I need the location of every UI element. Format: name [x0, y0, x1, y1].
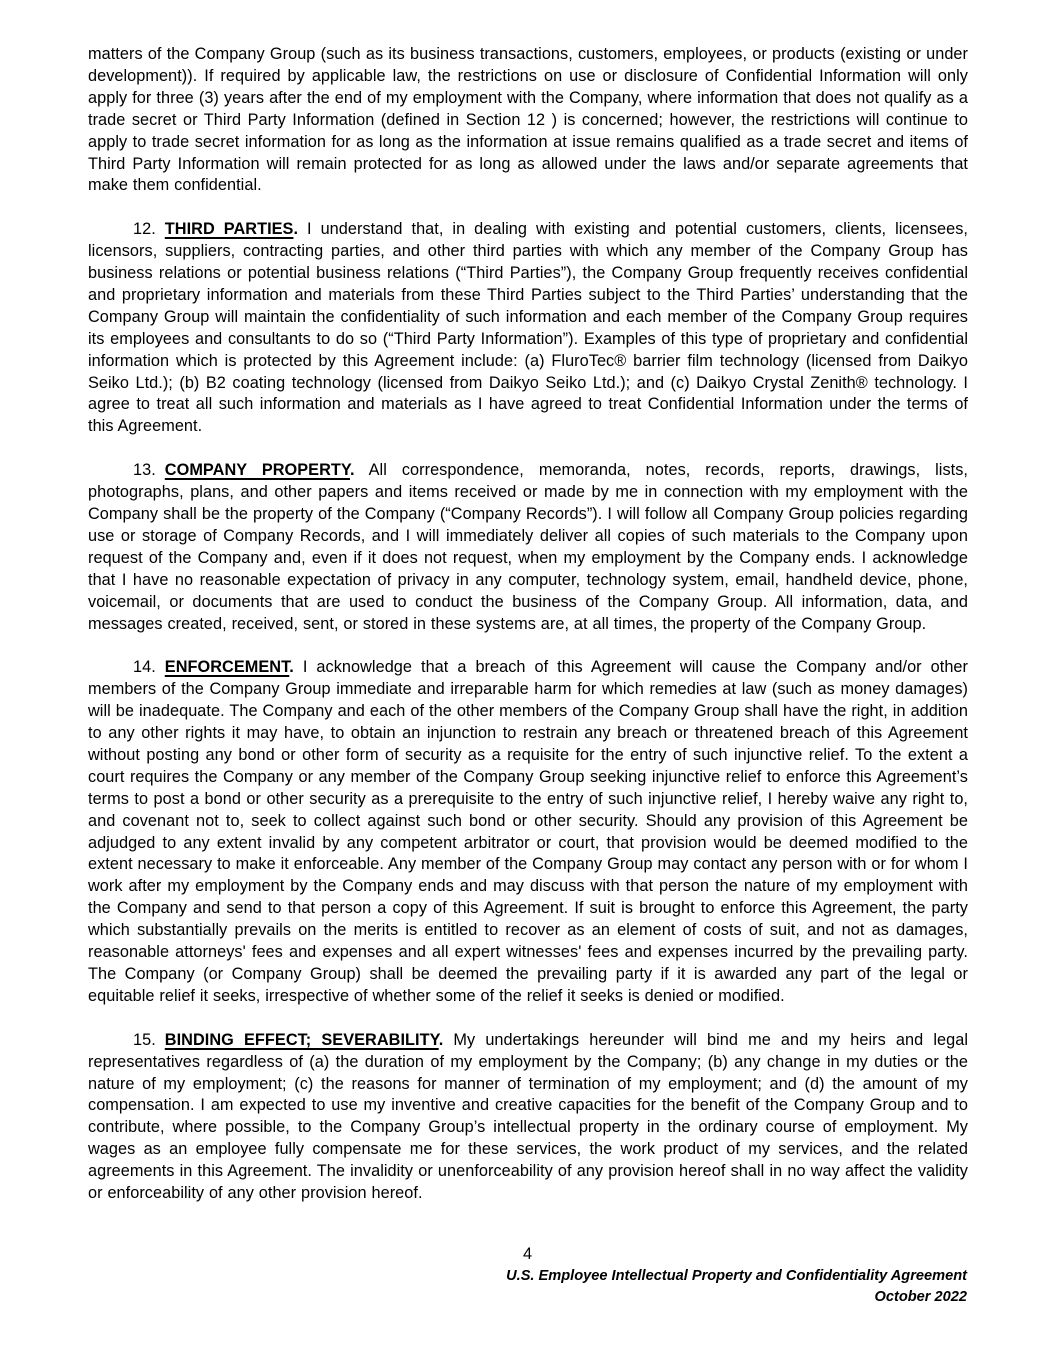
section-14-number: 14. [133, 658, 156, 677]
section-13-body: All correspondence, memoranda, notes, records, reports, drawings, lists, photographs, plans, and other papers and items received or made by me in connection with my employment with the Company shall be the property of the Company (“Company Records”). I will follow all Company Group policies regarding use or storage of Company Records, and I will immediately deliver all copies of such materials to the Company upon request of the Company and, even if it does not request, when my employment by the Company ends. I acknowledge that I have no reasonable expectation of privacy in any computer, technology system, email, handheld device, phone, voicemail, or documents that are used to conduct the business of the Company Group. All information, data, and messages created, received, sent, or stored in these systems are, at all times, the property of the Company Group. [88, 461, 968, 633]
section-12-heading-period: . [293, 220, 299, 239]
footer-document-date: October 2022 [874, 1289, 967, 1305]
section-12-number: 12. [133, 220, 156, 239]
section-14-enforcement [88, 657, 968, 1008]
section-15-body: My undertakings hereunder will bind me and my heirs and legal representatives regardless of (a) the duration of my employment by the Company; (b) any change in my duties or the nature of my employment; (c) the reasons for manner of termination of my employment; and (d) the amount of my compensation. I am expected to use my inventive and creative capacities for the benefit of the Company Group and to contribute, where possible, to the Company Group’s intellectual property in the ordinary course of employment. My wages as an employee fully compensate me for these services, the work product of my services, and the related agreements in this Agreement. The invalidity or unenforceability of any provision hereof shall in no way affect the validity or enforceability of any other provision hereof. [88, 1030, 968, 1203]
page-footer [88, 1243, 967, 1308]
section-13-heading: COMPANY PROPERTY [164, 461, 350, 480]
section-14-heading-period: . [289, 658, 294, 677]
continuation-paragraph [88, 44, 968, 197]
section-15-heading: BINDING EFFECT; SEVERABILITY [164, 1030, 439, 1049]
section-13-heading-period: . [349, 461, 355, 480]
page-number: 4 [522, 1245, 533, 1263]
section-12-heading: THIRD PARTIES [164, 220, 294, 239]
footer-title-block [88, 1266, 967, 1308]
document-body [88, 44, 968, 1227]
section-14-body: I acknowledge that a breach of this Agreement will cause the Company and/or other members of the Company Group immediate and irreparable harm for which remedies at law (such as money damages) will be inadequate. The Company and each of the other members of the Company Group shall have the right, in addition to any other rights it may have, to obtain an injunction to restrain any breach or threatened breach of this Agreement without posting any bond or other form of security as a requisite for the entry of such injunctive relief. To the extent a court requires the Company or any member of the Company Group seeking injunctive relief to enforce this Agreement’s terms to post a bond or other security as a prerequisite to the entry of such injunctive relief, I hereby waive any right to, and covenant not to, seek to collect against such bond or other security. Should any provision of this Agreement be adjudged to any extent invalid by any competent arbitrator or court, that provision would be deemed modified to the extent necessary to make it enforceable. Any member of the Company Group may contact any person with or for whom I work after my employment by the Company ends and may discuss with that person the nature of my employment with the Company and send to that person a copy of this Agreement. If suit is brought to enforce this Agreement, the party which substantially prevails on the merits is entitled to recover as an element of costs of suit, and not as damages, reasonable attorneys' fees and expenses and all expert witnesses' fees and expenses incurred by the prevailing party. The Company (or Company Group) shall be deemed the prevailing party if it is awarded any part of the legal or equitable relief it seeks, irrespective of whether some of the relief it seeks is denied or modified. [88, 658, 968, 1005]
section-12-body: I understand that, in dealing with existing and potential customers, clients, licensees, licensors, suppliers, contracting parties, and other third parties with which any member of the Company Group has business relations or potential business relations (“Third Parties”), the Company Group frequently receives confidential and proprietary information and materials from these Third Parties subject to the Third Parties’ understanding that the Company Group will maintain the confidentiality of such information and each member of the Company Group requires its employees and consultants to do so (“Third Party Information”). Examples of this type of proprietary and confidential information which is protected by this Agreement include: (a) FluroTec® barrier film technology (licensed from Daikyo Seiko Ltd.); (b) B2 coating technology (licensed from Daikyo Seiko Ltd.); and (c) Daikyo Crystal Zenith® technology. I agree to treat all such information and materials as I have agreed to treat Confidential Information under the terms of this Agreement. [88, 220, 968, 436]
section-12-third-parties [88, 219, 968, 438]
footer-document-title: U.S. Employee Intellectual Property and Confidentiality Agreement [506, 1268, 967, 1284]
section-13-company-property [88, 460, 968, 635]
section-13-number: 13. [133, 461, 156, 480]
section-15-number: 15. [133, 1030, 156, 1049]
section-14-heading: ENFORCEMENT [164, 658, 290, 677]
continuation-paragraph-text: matters of the Company Group (such as its business transactions, customers, employees, or products (existing or under development)). If required by applicable law, the restrictions on use or disclosure of Confidential Information will only apply for three (3) years after the end of my employment with the Company, where information that does not qualify as a trade secret or Third Party Information (defined in Section 12 ) is concerned; however, the restrictions will continue to apply to trade secret information for as long as the information at issue remains qualified as a trade secret and items of Third Party Information will remain protected for as long as allowed under the laws and/or separate agreements that make them confidential. [88, 45, 968, 195]
section-15-binding-effect-severability [88, 1030, 968, 1205]
section-15-heading-period: . [438, 1030, 444, 1049]
